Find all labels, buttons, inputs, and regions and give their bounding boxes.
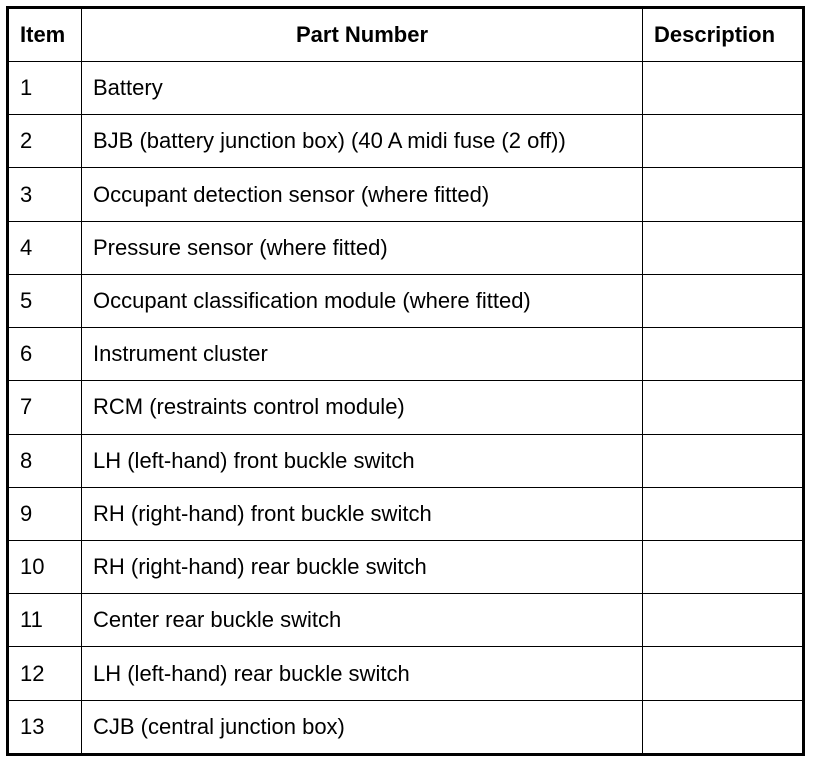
description-cell	[643, 328, 804, 381]
part-number-cell: CJB (central junction box)	[82, 700, 643, 754]
table-body	[8, 62, 804, 755]
item-cell: 1	[8, 62, 82, 115]
description-cell	[643, 487, 804, 540]
part-number-cell: LH (left-hand) rear buckle switch	[82, 647, 643, 700]
table-header	[8, 8, 804, 62]
description-cell	[643, 594, 804, 647]
item-cell: 4	[8, 221, 82, 274]
table-row	[8, 434, 804, 487]
description-cell	[643, 168, 804, 221]
table-row	[8, 274, 804, 327]
table-row	[8, 540, 804, 593]
header-row	[8, 8, 804, 62]
description-cell	[643, 381, 804, 434]
header-part-number: Part Number	[82, 8, 643, 62]
part-number-cell: BJB (battery junction box) (40 A midi fuse (2 off))	[82, 115, 643, 168]
item-cell: 5	[8, 274, 82, 327]
part-number-cell: RCM (restraints control module)	[82, 381, 643, 434]
item-cell: 7	[8, 381, 82, 434]
description-cell	[643, 434, 804, 487]
description-cell	[643, 274, 804, 327]
part-number-cell: Pressure sensor (where fitted)	[82, 221, 643, 274]
item-cell: 3	[8, 168, 82, 221]
part-number-cell: Center rear buckle switch	[82, 594, 643, 647]
description-cell	[643, 221, 804, 274]
description-cell	[643, 700, 804, 754]
item-cell: 8	[8, 434, 82, 487]
item-cell: 2	[8, 115, 82, 168]
table-row	[8, 168, 804, 221]
table-row	[8, 115, 804, 168]
item-cell: 10	[8, 540, 82, 593]
table-row	[8, 647, 804, 700]
part-number-cell: Occupant detection sensor (where fitted)	[82, 168, 643, 221]
description-cell	[643, 62, 804, 115]
header-description: Description	[643, 8, 804, 62]
table-row	[8, 594, 804, 647]
table-row	[8, 328, 804, 381]
table-row	[8, 381, 804, 434]
part-number-cell: LH (left-hand) front buckle switch	[82, 434, 643, 487]
table-row	[8, 221, 804, 274]
item-cell: 6	[8, 328, 82, 381]
part-number-cell: RH (right-hand) front buckle switch	[82, 487, 643, 540]
part-number-cell: Instrument cluster	[82, 328, 643, 381]
table-row	[8, 700, 804, 754]
header-item: Item	[8, 8, 82, 62]
table-row	[8, 62, 804, 115]
item-cell: 12	[8, 647, 82, 700]
item-cell: 9	[8, 487, 82, 540]
item-cell: 13	[8, 700, 82, 754]
description-cell	[643, 115, 804, 168]
table-row	[8, 487, 804, 540]
description-cell	[643, 647, 804, 700]
part-number-cell: RH (right-hand) rear buckle switch	[82, 540, 643, 593]
item-cell: 11	[8, 594, 82, 647]
parts-table	[6, 6, 805, 756]
part-number-cell: Battery	[82, 62, 643, 115]
description-cell	[643, 540, 804, 593]
part-number-cell: Occupant classification module (where fitted)	[82, 274, 643, 327]
